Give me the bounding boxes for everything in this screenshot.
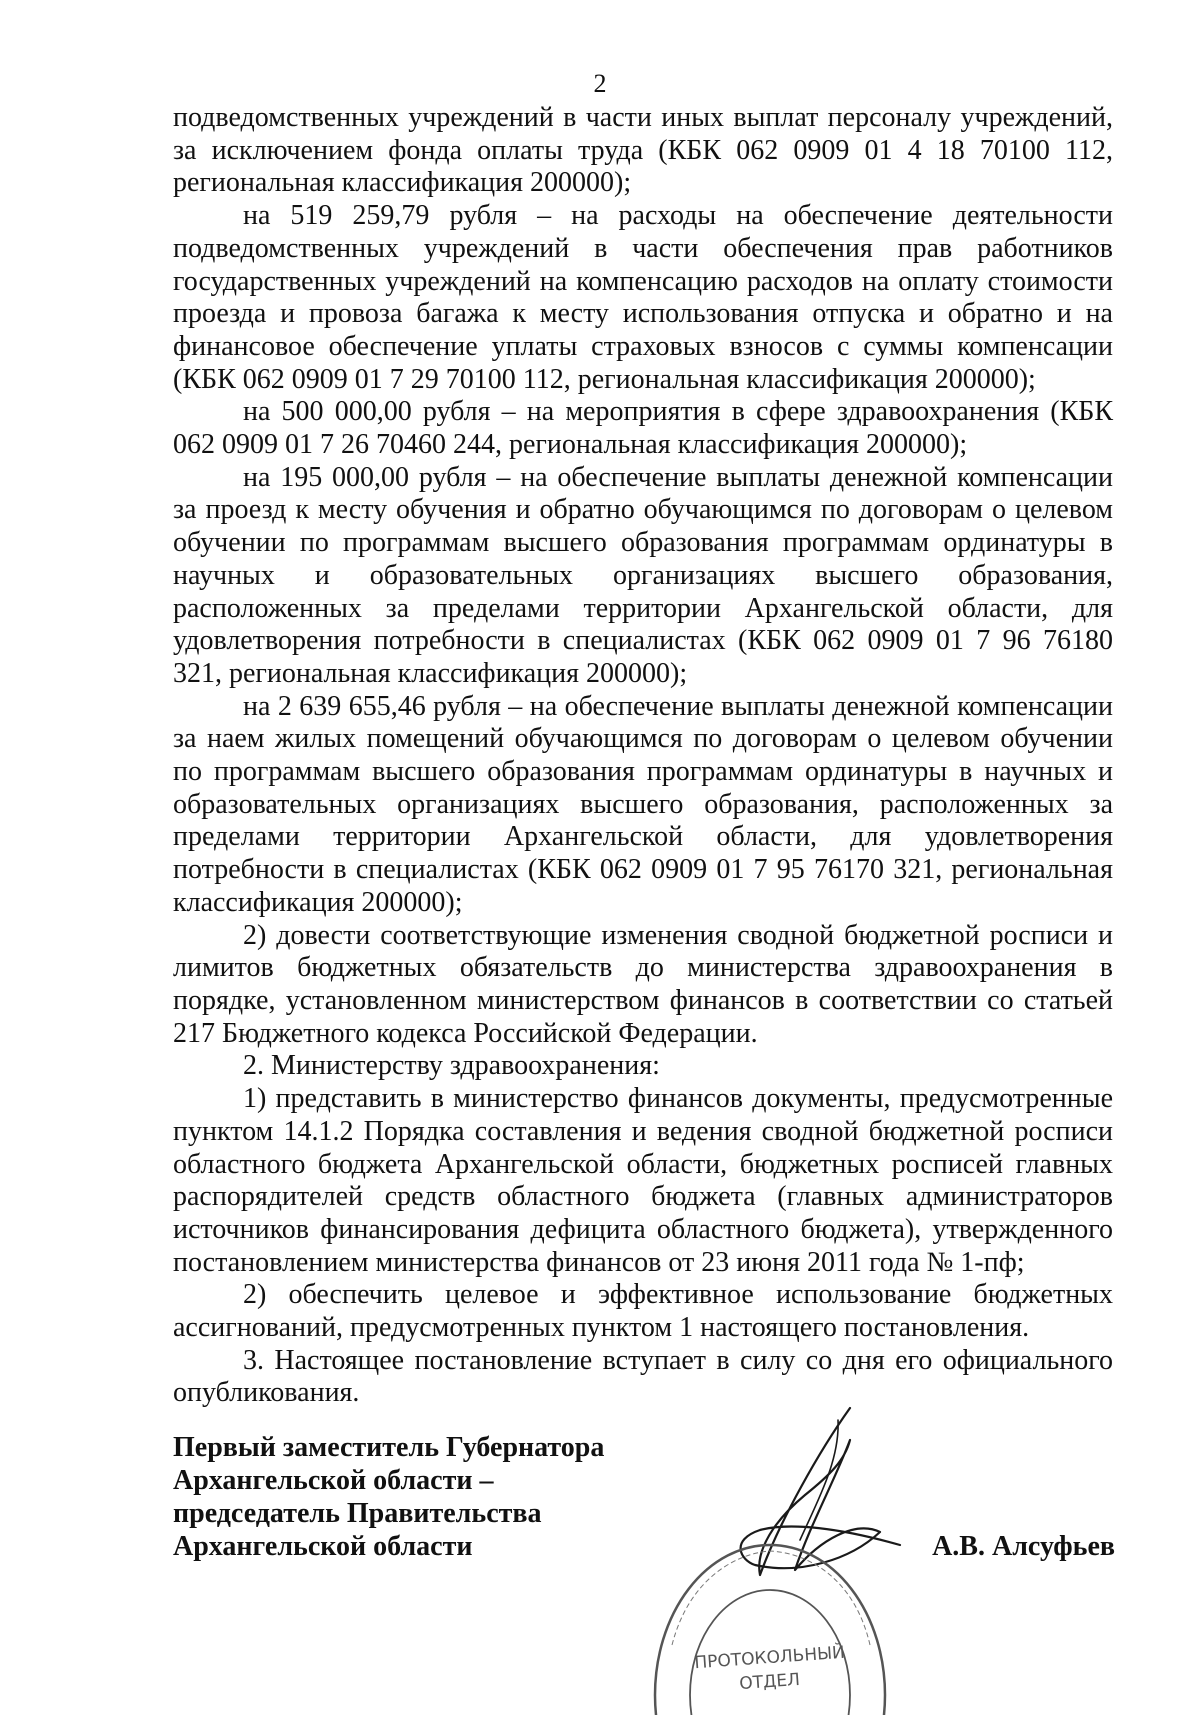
signatory-title-line: Архангельской области – bbox=[173, 1465, 494, 1496]
paragraph: 2. Министерству здравоохранения: bbox=[243, 1050, 660, 1082]
paragraph: подведомственных учреждений в части иных выплат персоналу учреждений, за исключением фонда оплаты труда (КБК 062 0909 01 4 18 70100 112, региональная классификация 200000); bbox=[173, 102, 1113, 199]
stamp-text: ОТДЕЛ bbox=[738, 1669, 801, 1695]
document-body bbox=[173, 102, 1113, 1410]
paragraph: на 519 259,79 рубля – на расходы на обеспечение деятельности подведомственных учреждений в части обеспечения прав работников государственных учреждений на компенсацию расходов на оплату стоимости проезда и провоза багажа к месту использования отпуска и обратно и на финансовое обеспечение уплаты страховых взносов с суммы компенсации (КБК 062 0909 01 7 29 70100 112, региональная классификация 200000); bbox=[173, 200, 1113, 395]
paragraph: на 195 000,00 рубля – на обеспечение выплаты денежной компенсации за проезд к месту обучения и обратно обучающимся по договорам о целевом обучении по программам высшего образования программам ординатуры в научных и образовательных организациях высшего образования, расположенных за пределами территории Архангельской области, для удовлетворения потребности в специалистах (КБК 062 0909 01 7 96 76180 321, региональная классификация 200000); bbox=[173, 461, 1113, 689]
paragraph: 3. Настоящее постановление вступает в силу со дня его официального опубликования. bbox=[173, 1344, 1113, 1409]
protocol-stamp bbox=[650, 1535, 890, 1715]
paragraph: на 2 639 655,46 рубля – на обеспечение выплаты денежной компенсации за наем жилых помещений обучающимся по договорам о целевом обучении по программам высшего образования программам ординатуры в научных и образовательных организациях высшего образования, расположенных за пределами территории Архангельской области, для удовлетворения потребности в специалистах (КБК 062 0909 01 7 95 76170 321, региональная классификация 200000); bbox=[173, 690, 1113, 918]
paragraph: 2) обеспечить целевое и эффективное использование бюджетных ассигнований, предусмотренных пунктом 1 настоящего постановления. bbox=[173, 1279, 1113, 1344]
signatory-title-line: Первый заместитель Губернатора bbox=[173, 1432, 605, 1463]
paragraph: на 500 000,00 рубля – на мероприятия в сфере здравоохранения (КБК 062 0909 01 7 26 70460 244, региональная классификация 200000); bbox=[173, 396, 1113, 461]
stamp-text: ПРОТОКОЛЬНЫЙ bbox=[693, 1642, 846, 1674]
signatory-name: А.В. Алсуфьев bbox=[932, 1531, 1115, 1562]
page-number: 2 bbox=[593, 69, 607, 98]
signatory-title-line: Архангельской области bbox=[173, 1531, 473, 1562]
signatory-title bbox=[173, 1431, 693, 1563]
signatory-title-line: председатель Правительства bbox=[173, 1498, 542, 1529]
paragraph: 2) довести соответствующие изменения сводной бюджетной росписи и лимитов бюджетных обязательств до министерства здравоохранения в порядке, установленном министерством финансов в соответствии со статьей 217 Бюджетного кодекса Российской Федерации. bbox=[173, 919, 1113, 1049]
paragraph: 1) представить в министерство финансов документы, предусмотренные пунктом 14.1.2 Порядка составления и ведения сводной бюджетной росписи областного бюджета Архангельской области, бюджетных росписей главных распорядителей средств областного бюджета (главных администраторов источников финансирования дефицита областного бюджета), утвержденного постановлением министерства финансов от 23 июня 2011 года № 1-пф; bbox=[173, 1083, 1113, 1278]
